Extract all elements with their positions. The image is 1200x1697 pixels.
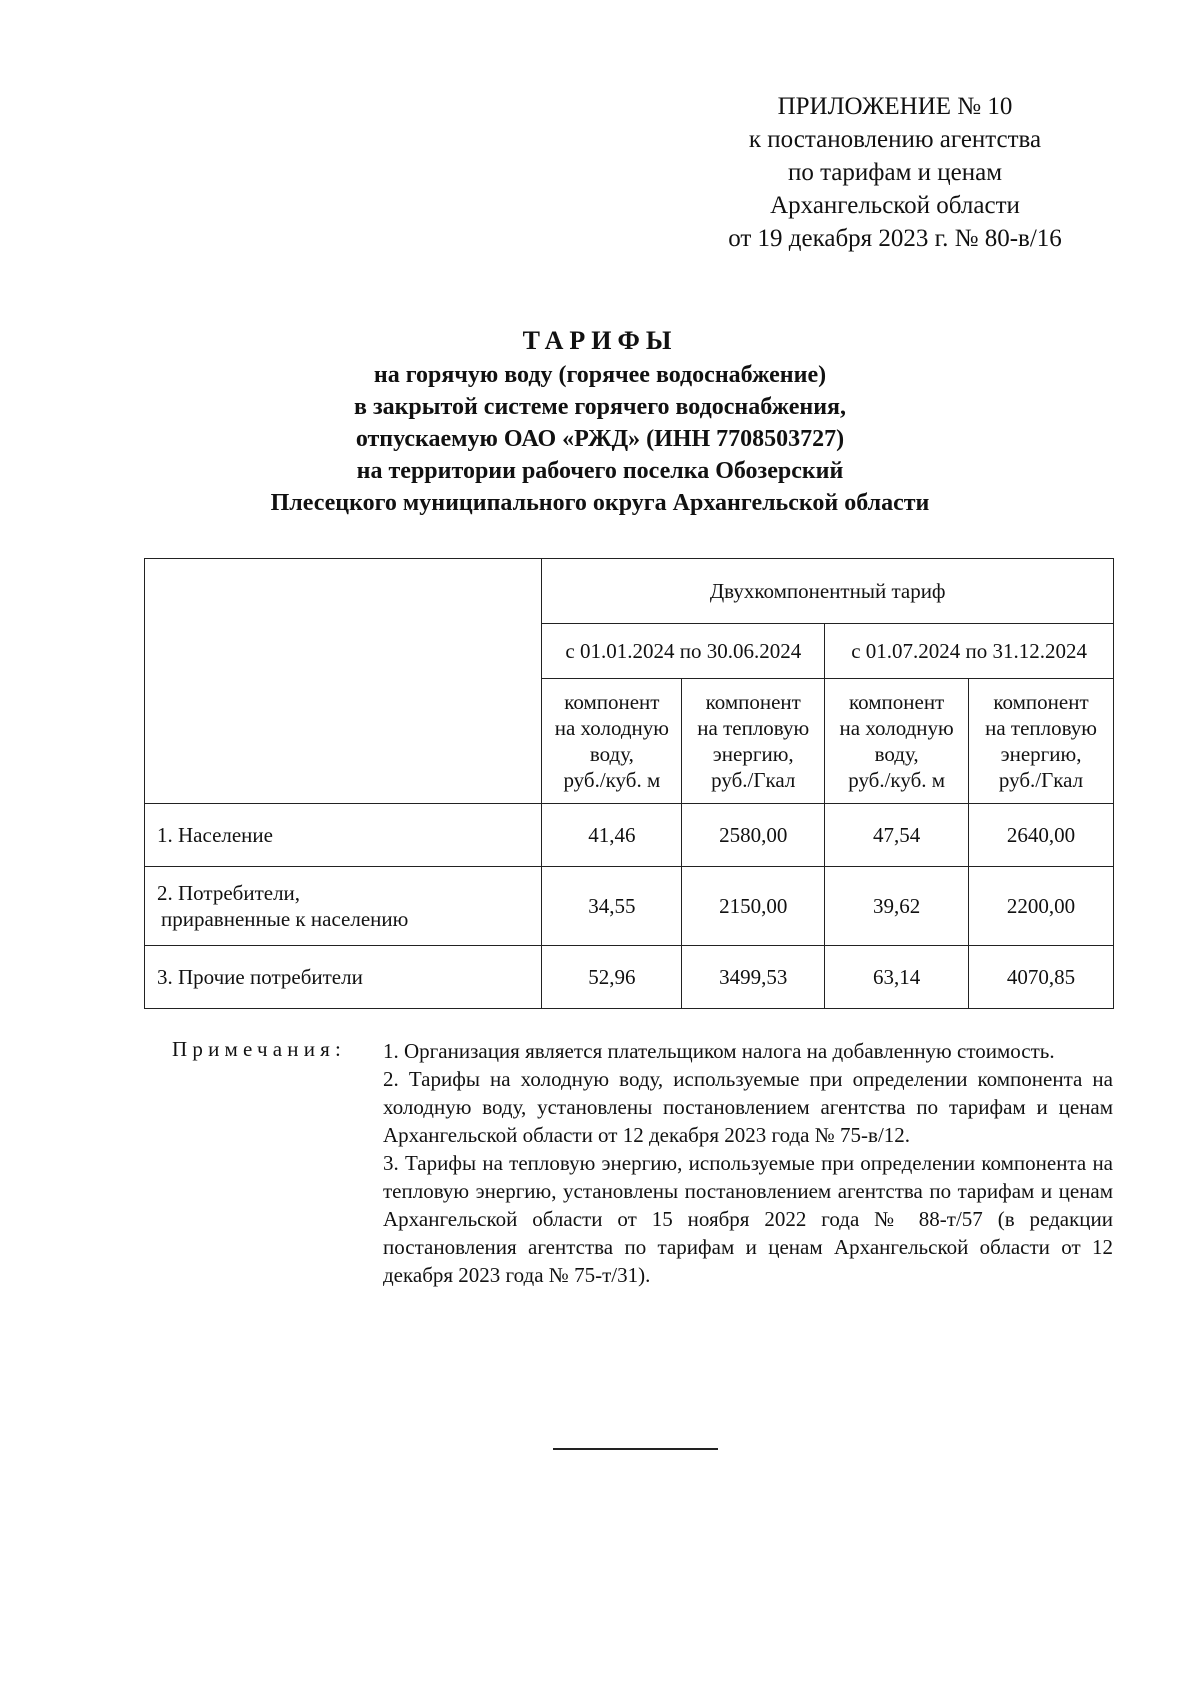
header-component: компонент на холодную воду, руб./куб. м (542, 679, 682, 804)
title-line: в закрытой системе горячего водоснабжения, (353, 394, 847, 420)
table-cell: 34,55 (542, 867, 682, 946)
title-line: Плесецкого муниципального округа Архангельской области (270, 490, 930, 516)
header-component: компонент на тепловую энергию, руб./Гкал (682, 679, 825, 804)
tariff-table (144, 558, 1114, 1009)
note-item: 2. Тарифы на холодную воду, используемые при определении компонента на холодную воду, установлены постановлением агентства по тарифам и ценам Архангельской области от 12 декабря 2023 года № 75-в/12. (383, 1067, 1113, 1147)
table-cell: 52,96 (542, 946, 682, 1009)
header-component: компонент на тепловую энергию, руб./Гкал (969, 679, 1114, 804)
row-label: 1. Население (145, 804, 542, 867)
note-item: 1. Организация является плательщиком налога на добавленную стоимость. (383, 1039, 1055, 1063)
table-cell: 39,62 (825, 867, 969, 946)
document-title (140, 325, 1060, 519)
title-line: на горячую воду (горячее водоснабжение) (373, 362, 827, 388)
header-period-2: с 01.07.2024 по 31.12.2024 (825, 624, 1114, 679)
table-row (145, 867, 1114, 946)
appendix-header (700, 90, 1090, 255)
table-cell: 3499,53 (682, 946, 825, 1009)
table-cell: 2200,00 (969, 867, 1114, 946)
table-cell: 47,54 (825, 804, 969, 867)
table-corner-cell (145, 559, 542, 804)
header-two-component: Двухкомпонентный тариф (542, 559, 1114, 624)
table-cell: 41,46 (542, 804, 682, 867)
notes-list (383, 1037, 1113, 1289)
appendix-date: от 19 декабря 2023 г. № 80-в/16 (728, 225, 1062, 252)
title-main: ТАРИФЫ (522, 326, 678, 355)
table-cell: 2640,00 (969, 804, 1114, 867)
table-row (145, 804, 1114, 867)
table-cell: 4070,85 (969, 946, 1114, 1009)
table-cell: 2580,00 (682, 804, 825, 867)
row-label: 3. Прочие потребители (145, 946, 542, 1009)
note-item: 3. Тарифы на тепловую энергию, используемые при определении компонента на тепловую энергию, установлены постановлением агентства по тарифам и ценам Архангельской области от 15 ноября 2022 года № 88-т/57 (в редакции постановления агентства по тарифам и ценам Архангельской области от 12 декабря 2023 года № 75-т/31). (383, 1151, 1113, 1287)
title-line: на территории рабочего поселка Обозерский (356, 458, 844, 484)
table-cell: 63,14 (825, 946, 969, 1009)
header-component: компонент на холодную воду, руб./куб. м (825, 679, 969, 804)
appendix-ref-line: к постановлению агентства (748, 126, 1042, 153)
table-row (145, 946, 1114, 1009)
notes-label: Примечания: (172, 1037, 347, 1061)
table-cell: 2150,00 (682, 867, 825, 946)
table-header-row (145, 559, 1114, 624)
end-divider (553, 1448, 718, 1450)
header-period-1: с 01.01.2024 по 30.06.2024 (542, 624, 825, 679)
row-label: 2. Потребители, приравненные к населению (145, 867, 542, 946)
title-line: отпускаемую ОАО «РЖД» (ИНН 7708503727) (355, 426, 845, 452)
appendix-ref-line: Архангельской области (770, 192, 1020, 219)
appendix-ref-line: по тарифам и ценам (787, 159, 1003, 186)
appendix-number: ПРИЛОЖЕНИЕ № 10 (777, 93, 1013, 120)
